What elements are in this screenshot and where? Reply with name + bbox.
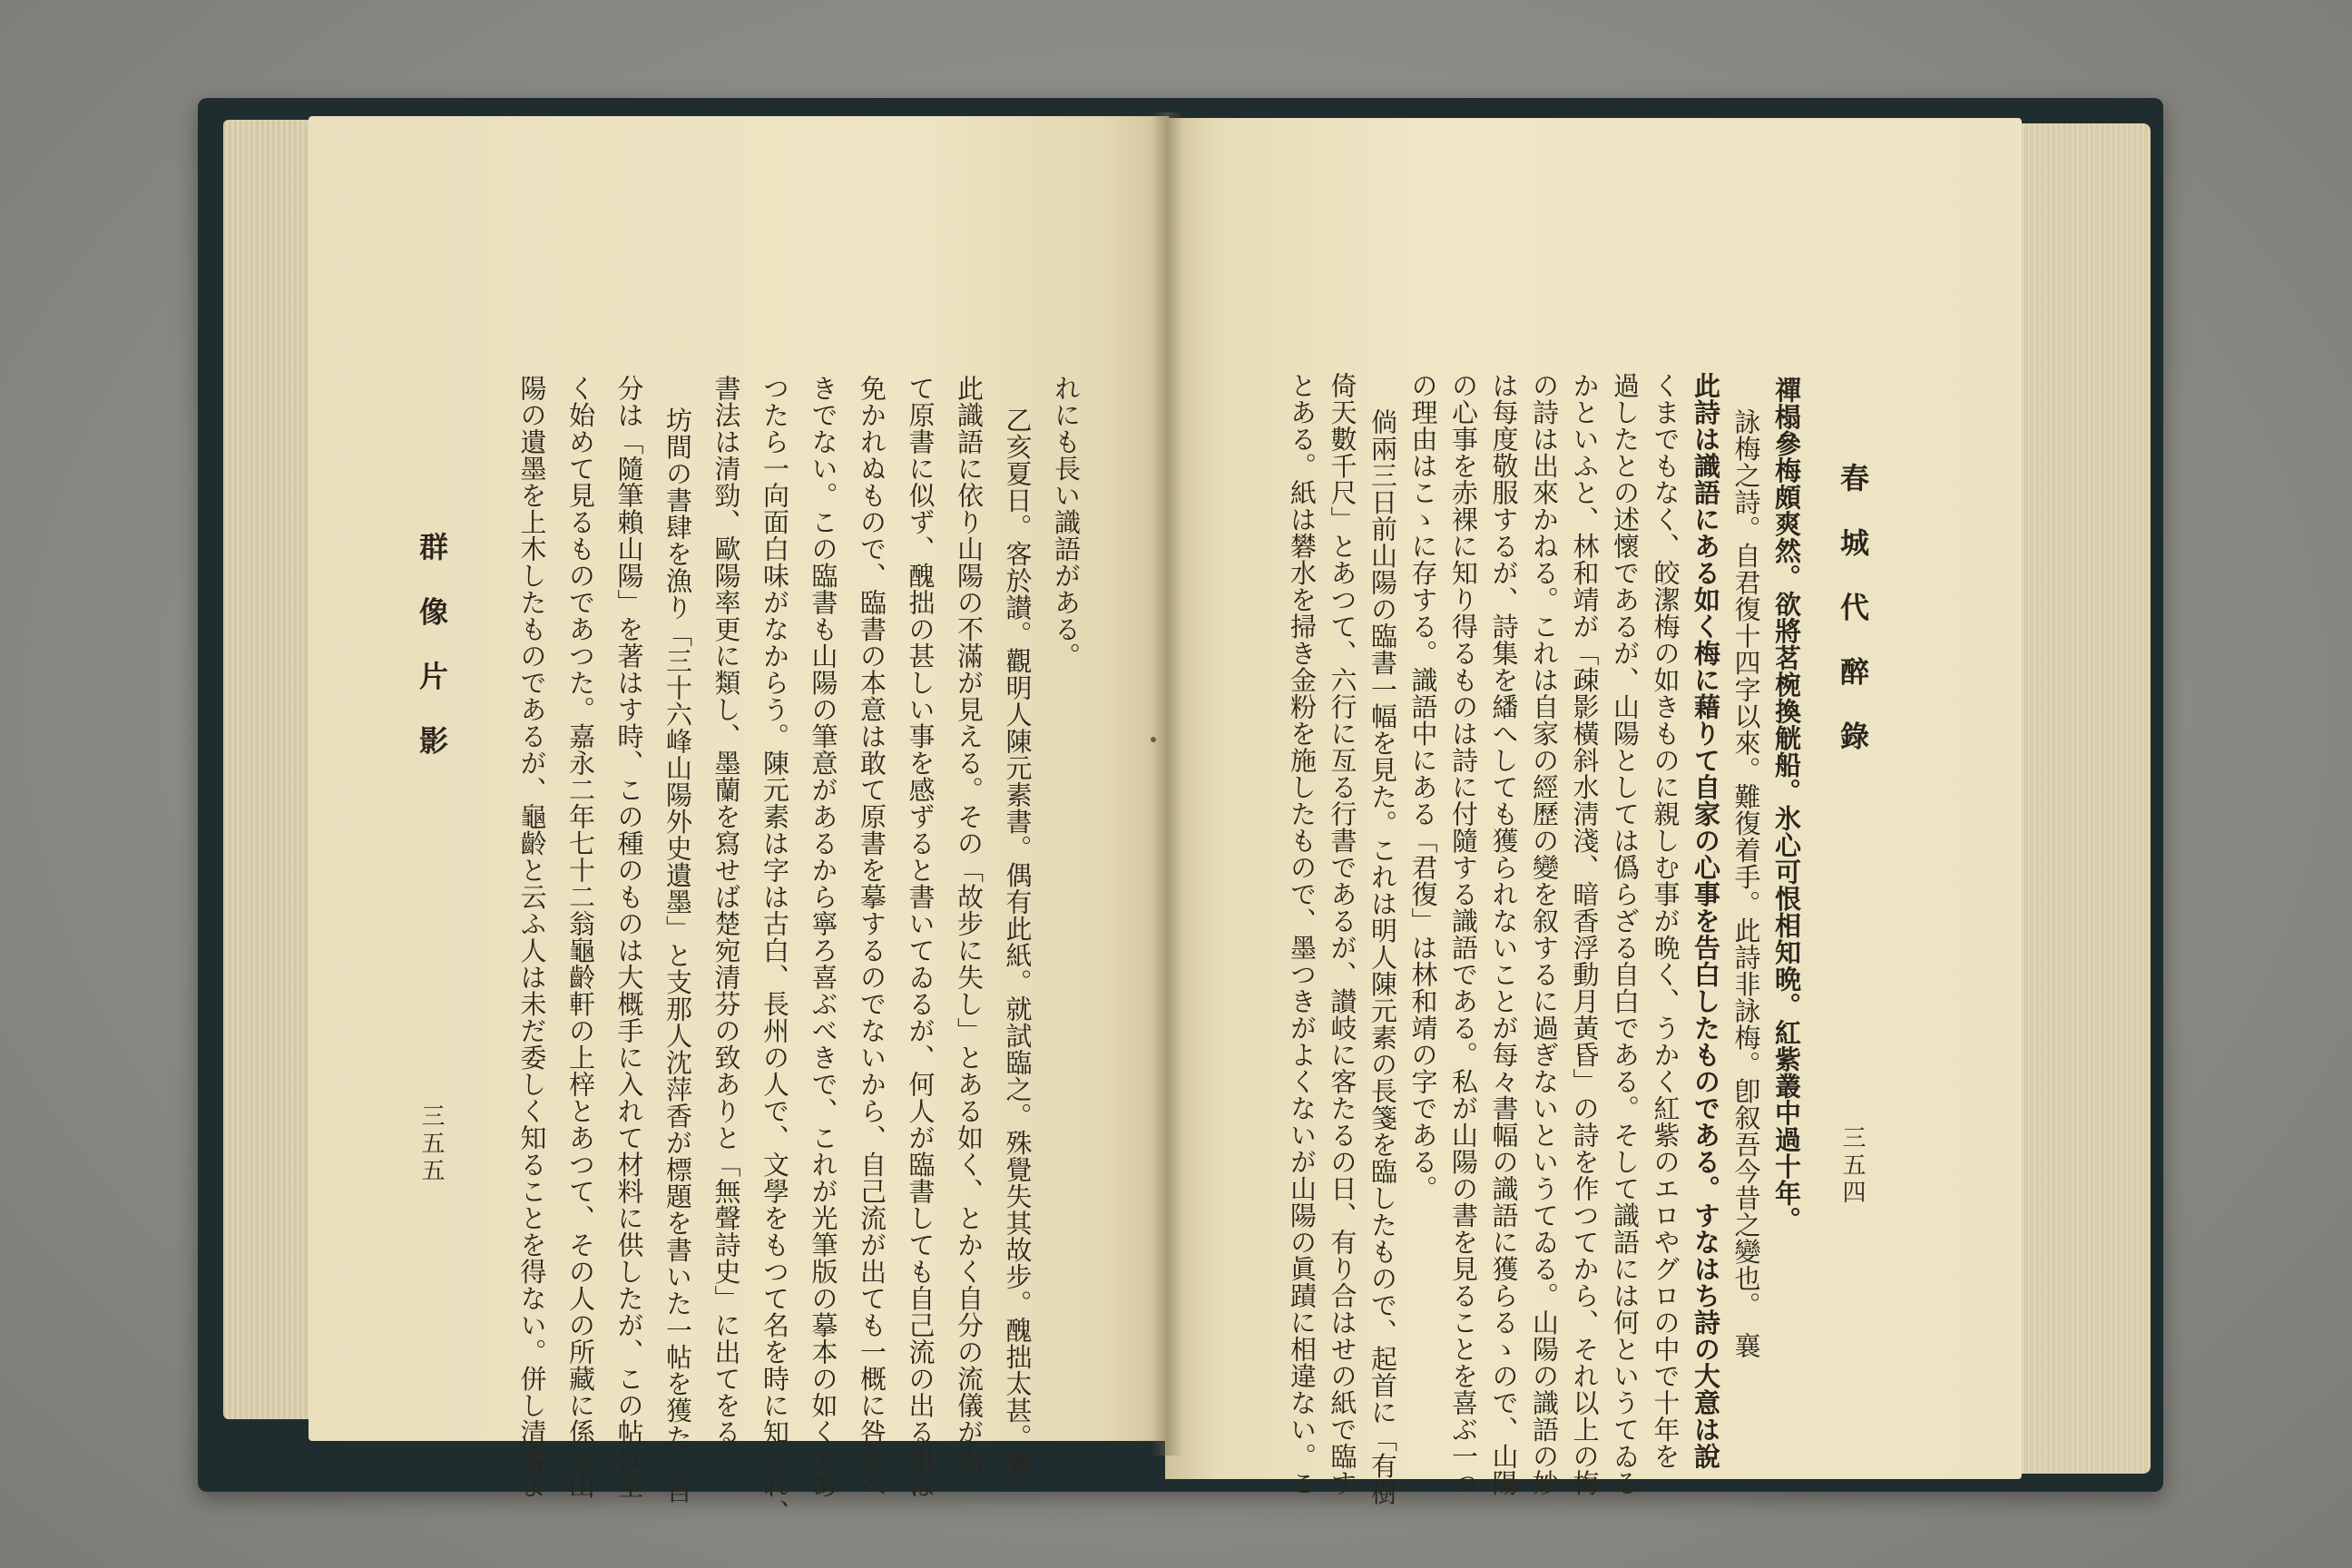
text-column: とある。紙は礬水を掃き金粉を施したもので、墨つきがよくないが山陽の眞蹟に相違ない。こ [1287, 372, 1318, 1496]
right-page-edges [2014, 123, 2151, 1474]
text-column: 此詩は識語にある如く梅に藉りて自家の心事を告白したものである。すなはち詩の大意は說 [1690, 372, 1721, 1470]
text-column: 陽の遺墨を上木したものであるが、龜齡と云ふ人は未だ委しく知ることを得ない。併し清客よ [516, 375, 548, 1499]
text-column: は每度敬服するが、詩集を繙へしても獲られないことが每々書幅の識語に獲らるゝので、山陽 [1488, 372, 1520, 1496]
text-column: の心事を赤裸に知り得るものは詩に付隨する識語である。私が山陽の書を見ることを喜ぶ一つ [1448, 372, 1479, 1496]
text-column: 禪榻參梅頗爽然。欲將茗椀換觥船。氷心可恨相知晩。紅紫叢中過十年。 [1771, 377, 1802, 1233]
text-column: の詩は出來かねる。これは自家の經歷の變を叙するに過ぎないというてゐる。山陽の識語の妙 [1529, 372, 1560, 1496]
text-column: つたら一向面白味がなからう。陳元素は字は古白、長州の人で、文學をもつて名を時に知られ、 [760, 375, 790, 1526]
text-column: くまでもなく、皎潔梅の如きものに親しむ事が晩く、うかく紅紫のエロやグロの中で十年を [1650, 372, 1681, 1470]
gutter-mark [1151, 737, 1156, 742]
left-running-title: 群 像 片 影 [415, 532, 449, 768]
text-column: 分は「隨筆賴山陽」を著はす時、この種のものは大概手に入れて材料に供したが、この帖は全 [613, 375, 645, 1499]
text-column: く始めて見るものであつた。嘉永二年七十二翁龜齡軒の上梓とあつて、その人の所藏に係る山 [565, 375, 596, 1499]
text-column: 過したとの述懷であるが、山陽としては僞らざる自白である。そして識語には何というてゐる [1610, 372, 1641, 1496]
left-page [309, 116, 1169, 1526]
text-column: れにも長い識語がある。 [1051, 375, 1082, 670]
left-page-number: 三五五 [417, 1103, 445, 1185]
text-column: 倚天數千尺」とあつて、六行に亙る行書であるが、讃岐に客たるの日、有り合はせの紙で臨す [1327, 372, 1358, 1496]
text-column: て原書に似ず、醜拙の甚しい事を感ずると書いてゐるが、何人が臨書しても自己流の出る事は [905, 375, 936, 1499]
text-column: 乙亥夏日。客於讃。觀明人陳元素書。偶有此紙。就試臨之。殊覺失其故步。醜拙太甚。襄 [1002, 407, 1034, 1477]
text-column: 坊間の書肆を漁り「三十六峰山陽外史遺墨」と支那人沈萍香が標題を書いた一帖を獲た。自 [662, 407, 693, 1504]
text-column: きでない。この臨書も山陽の筆意があるから寧ろ喜ぶべきで、これが光筆版の摹本の如くであ [808, 375, 839, 1499]
text-column: 免かれぬもので、臨書の本意は敢て原書を摹するのでないから、自己流が出ても一概に咎むべ [857, 375, 887, 1499]
text-column: かといふと、林和靖が「疎影橫斜水淸淺、暗香浮動月黃昏」の詩を作つてから、それ以上の梅 [1569, 372, 1601, 1496]
right-page-number: 三五四 [1838, 1125, 1866, 1207]
text-column: 此識語に依り山陽の不滿が見える。その「故步に失し」とある如く、とかく自分の流儀が出 [954, 375, 985, 1473]
book-gutter [1151, 113, 1183, 1455]
right-running-title: 春 城 代 醉 錄 [1836, 463, 1870, 763]
text-column: 詠梅之詩。自君復十四字以來。難復着手。此詩非詠梅。卽叙吾今昔之變也。 襄 [1730, 408, 1762, 1359]
right-page [1165, 118, 2022, 1506]
text-column: 書法は清勁、歐陽率更に類し、墨蘭を寫せば楚宛清芬の致ありと「無聲詩史」に出てをる。 [710, 375, 742, 1473]
text-column: の理由はこゝに存する。識語中にある「君復」は林和靖の字である。 [1407, 372, 1439, 1202]
text-column: 倘兩三日前山陽の臨書一幅を見た。これは明人陳元素の長箋を臨したもので、起首に「有樹 [1367, 408, 1398, 1506]
